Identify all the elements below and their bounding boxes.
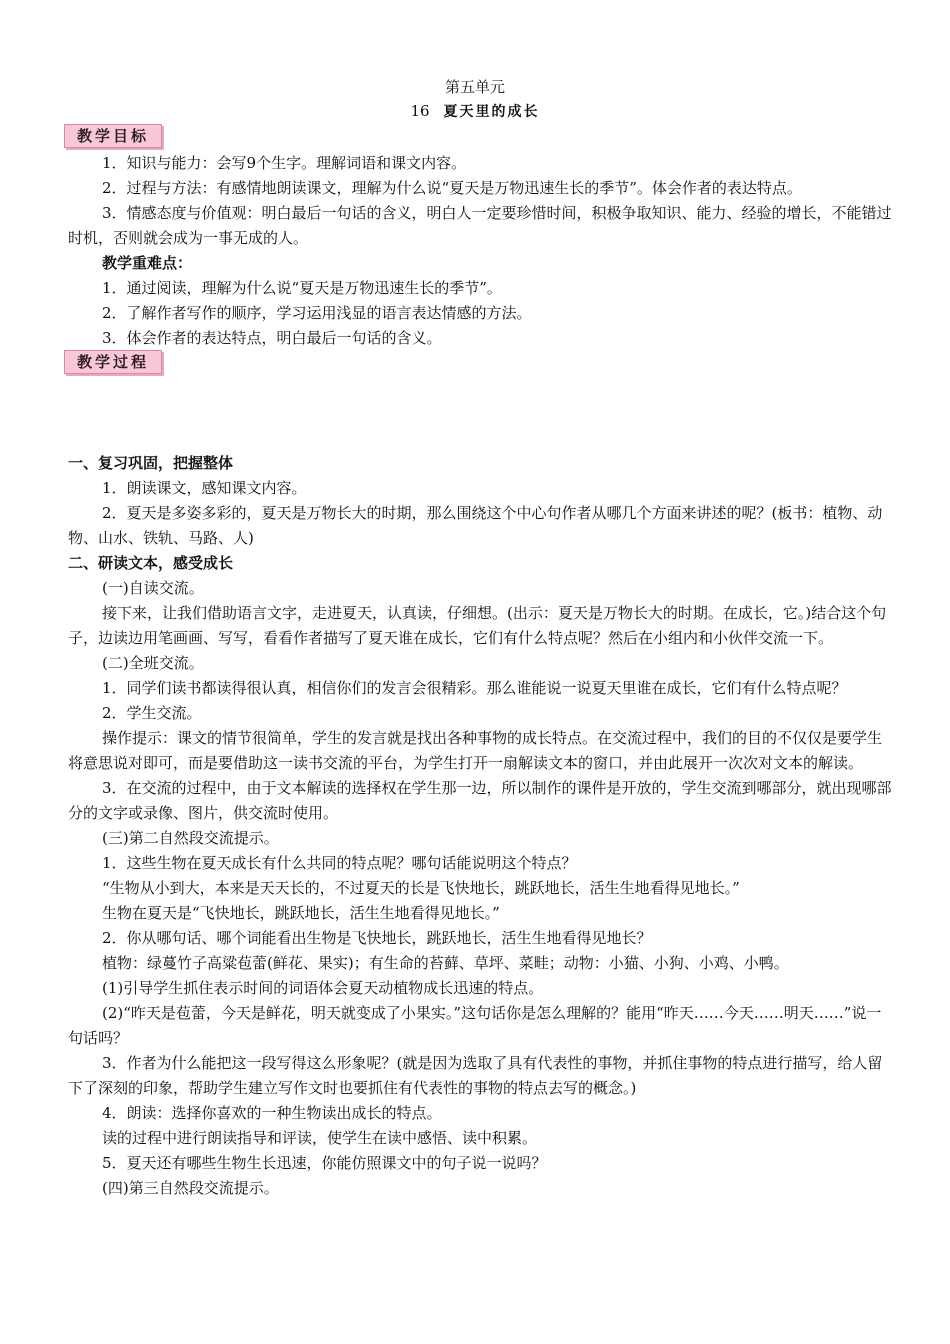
lesson-title: 夏天里的成长 [443,104,540,120]
process-paragraph: 生物在夏天是“飞快地长，跳跃地长，活生生地看得见地长。” [102,904,500,922]
lesson-heading [0,101,950,121]
goal-item: 3．情感态度与价值观：明白最后一句话的含义，明白人一定要珍惜时间，积极争取知识、能力、经验的增长，不能错过时机，否则就会成为一事无成的人。 [68,204,892,247]
key-point-item: 2．了解作者写作的顺序，学习运用浅显的语言表达情感的方法。 [102,304,532,322]
process-paragraph: 4．朗读：选择你喜欢的一种生物读出成长的特点。 [102,1104,442,1122]
process-paragraph: 3．在交流的过程中，由于文本解读的选择权在学生那一边，所以制作的课件是开放的，学生交流到哪部分，就出现哪部分的文字或录像、图片，供交流时使用。 [68,779,892,822]
key-points-heading: 教学重难点： [102,254,193,272]
process-paragraph: 1．这些生物在夏天成长有什么共同的特点呢？哪句话能说明这个特点？ [102,854,577,872]
key-point-item: 3．体会作者的表达特点，明白最后一句话的含义。 [102,329,442,347]
section-heading: 一、复习巩固，把握整体 [68,454,234,472]
process-paragraph: (三)第二自然段交流提示。 [102,829,279,847]
process-section [68,451,892,1201]
process-paragraph: 接下来，让我们借助语言文字，走进夏天，认真读，仔细想。(出示：夏天是万物长大的时期。在成长，它。)结合这个句子，边读边用笔画画、写写，看看作者描写了夏天谁在成长，它们有什么特点呢？然后在小组内和小伙伴交流一下。 [68,604,887,647]
process-paragraph: 5．夏天还有哪些生物生长迅速，你能仿照课文中的句子说一说吗？ [102,1154,547,1172]
process-paragraph: 2．你从哪句话、哪个词能看出生物是飞快地长，跳跃地长，活生生地看得见地长？ [102,929,652,947]
process-paragraph: (四)第三自然段交流提示。 [102,1179,279,1197]
teaching-goals-badge [64,124,162,148]
process-paragraph: 3．作者为什么能把这一段写得这么形象呢？(就是因为选取了具有代表性的事物，并抓住事物的特点进行描写，给人留下了深刻的印象，帮助学生建立写作文时也要抓住有代表性的事物的特点去写的概念。) [68,1054,883,1097]
process-paragraph: (2)“昨天是苞蕾，今天是鲜花，明天就变成了小果实。”这句话你是怎么理解的？能用“昨天……今天……明天……”说一句话吗？ [68,1004,882,1047]
process-paragraph: 2．夏天是多姿多彩的，夏天是万物长大的时期，那么围绕这个中心句作者从哪几个方面来讲述的呢？(板书：植物、动物、山水、铁轨、马路、人) [68,504,883,547]
teaching-process-badge-label: 教学过程 [76,353,149,371]
process-paragraph: 2．学生交流。 [102,704,202,722]
teaching-goals-badge-label: 教学目标 [76,127,149,145]
process-paragraph: “生物从小到大，本来是天天长的，不过夏天的长是飞快地长，跳跃地长，活生生地看得见地长。” [102,879,740,897]
key-point-item: 1．通过阅读，理解为什么说“夏天是万物迅速生长的季节”。 [102,279,502,297]
process-paragraph: (一)自读交流。 [102,579,204,597]
goal-item: 2．过程与方法：有感情地朗读课文，理解为什么说“夏天是万物迅速生长的季节”。体会作者的表达特点。 [102,179,802,197]
process-paragraph: (1)引导学生抓住表示时间的词语体会夏天动植物成长迅速的特点。 [102,979,544,997]
process-paragraph: 1．同学们读书都读得很认真，相信你们的发言会很精彩。那么谁能说一说夏天里谁在成长，它们有什么特点呢？ [102,679,847,697]
goals-section [68,151,892,351]
process-paragraph: 操作提示：课文的情节很简单，学生的发言就是找出各种事物的成长特点。在交流过程中，我们的目的不仅仅是要学生将意思说对即可，而是要借助这一读书交流的平台，为学生打开一扇解读文本的窗口，并由此展开一次次对文本的解读。 [68,729,883,772]
teaching-process-badge [64,350,162,374]
goal-item: 1．知识与能力：会写9个生字。理解词语和课文内容。 [102,154,467,172]
lesson-number: 16 [410,102,430,120]
section-heading: 二、研读文本，感受成长 [68,554,234,572]
process-paragraph: 植物：绿蔓竹子高粱苞蕾(鲜花、果实)；有生命的苔藓、草坪、菜畦；动物：小猫、小狗、小鸡、小鸭。 [102,954,789,972]
process-paragraph: (二)全班交流。 [102,654,204,672]
process-paragraph: 1．朗读课文，感知课文内容。 [102,479,307,497]
process-paragraph: 读的过程中进行朗读指导和评读，使学生在读中感悟、读中积累。 [102,1129,538,1147]
unit-title: 第五单元 [444,78,505,96]
